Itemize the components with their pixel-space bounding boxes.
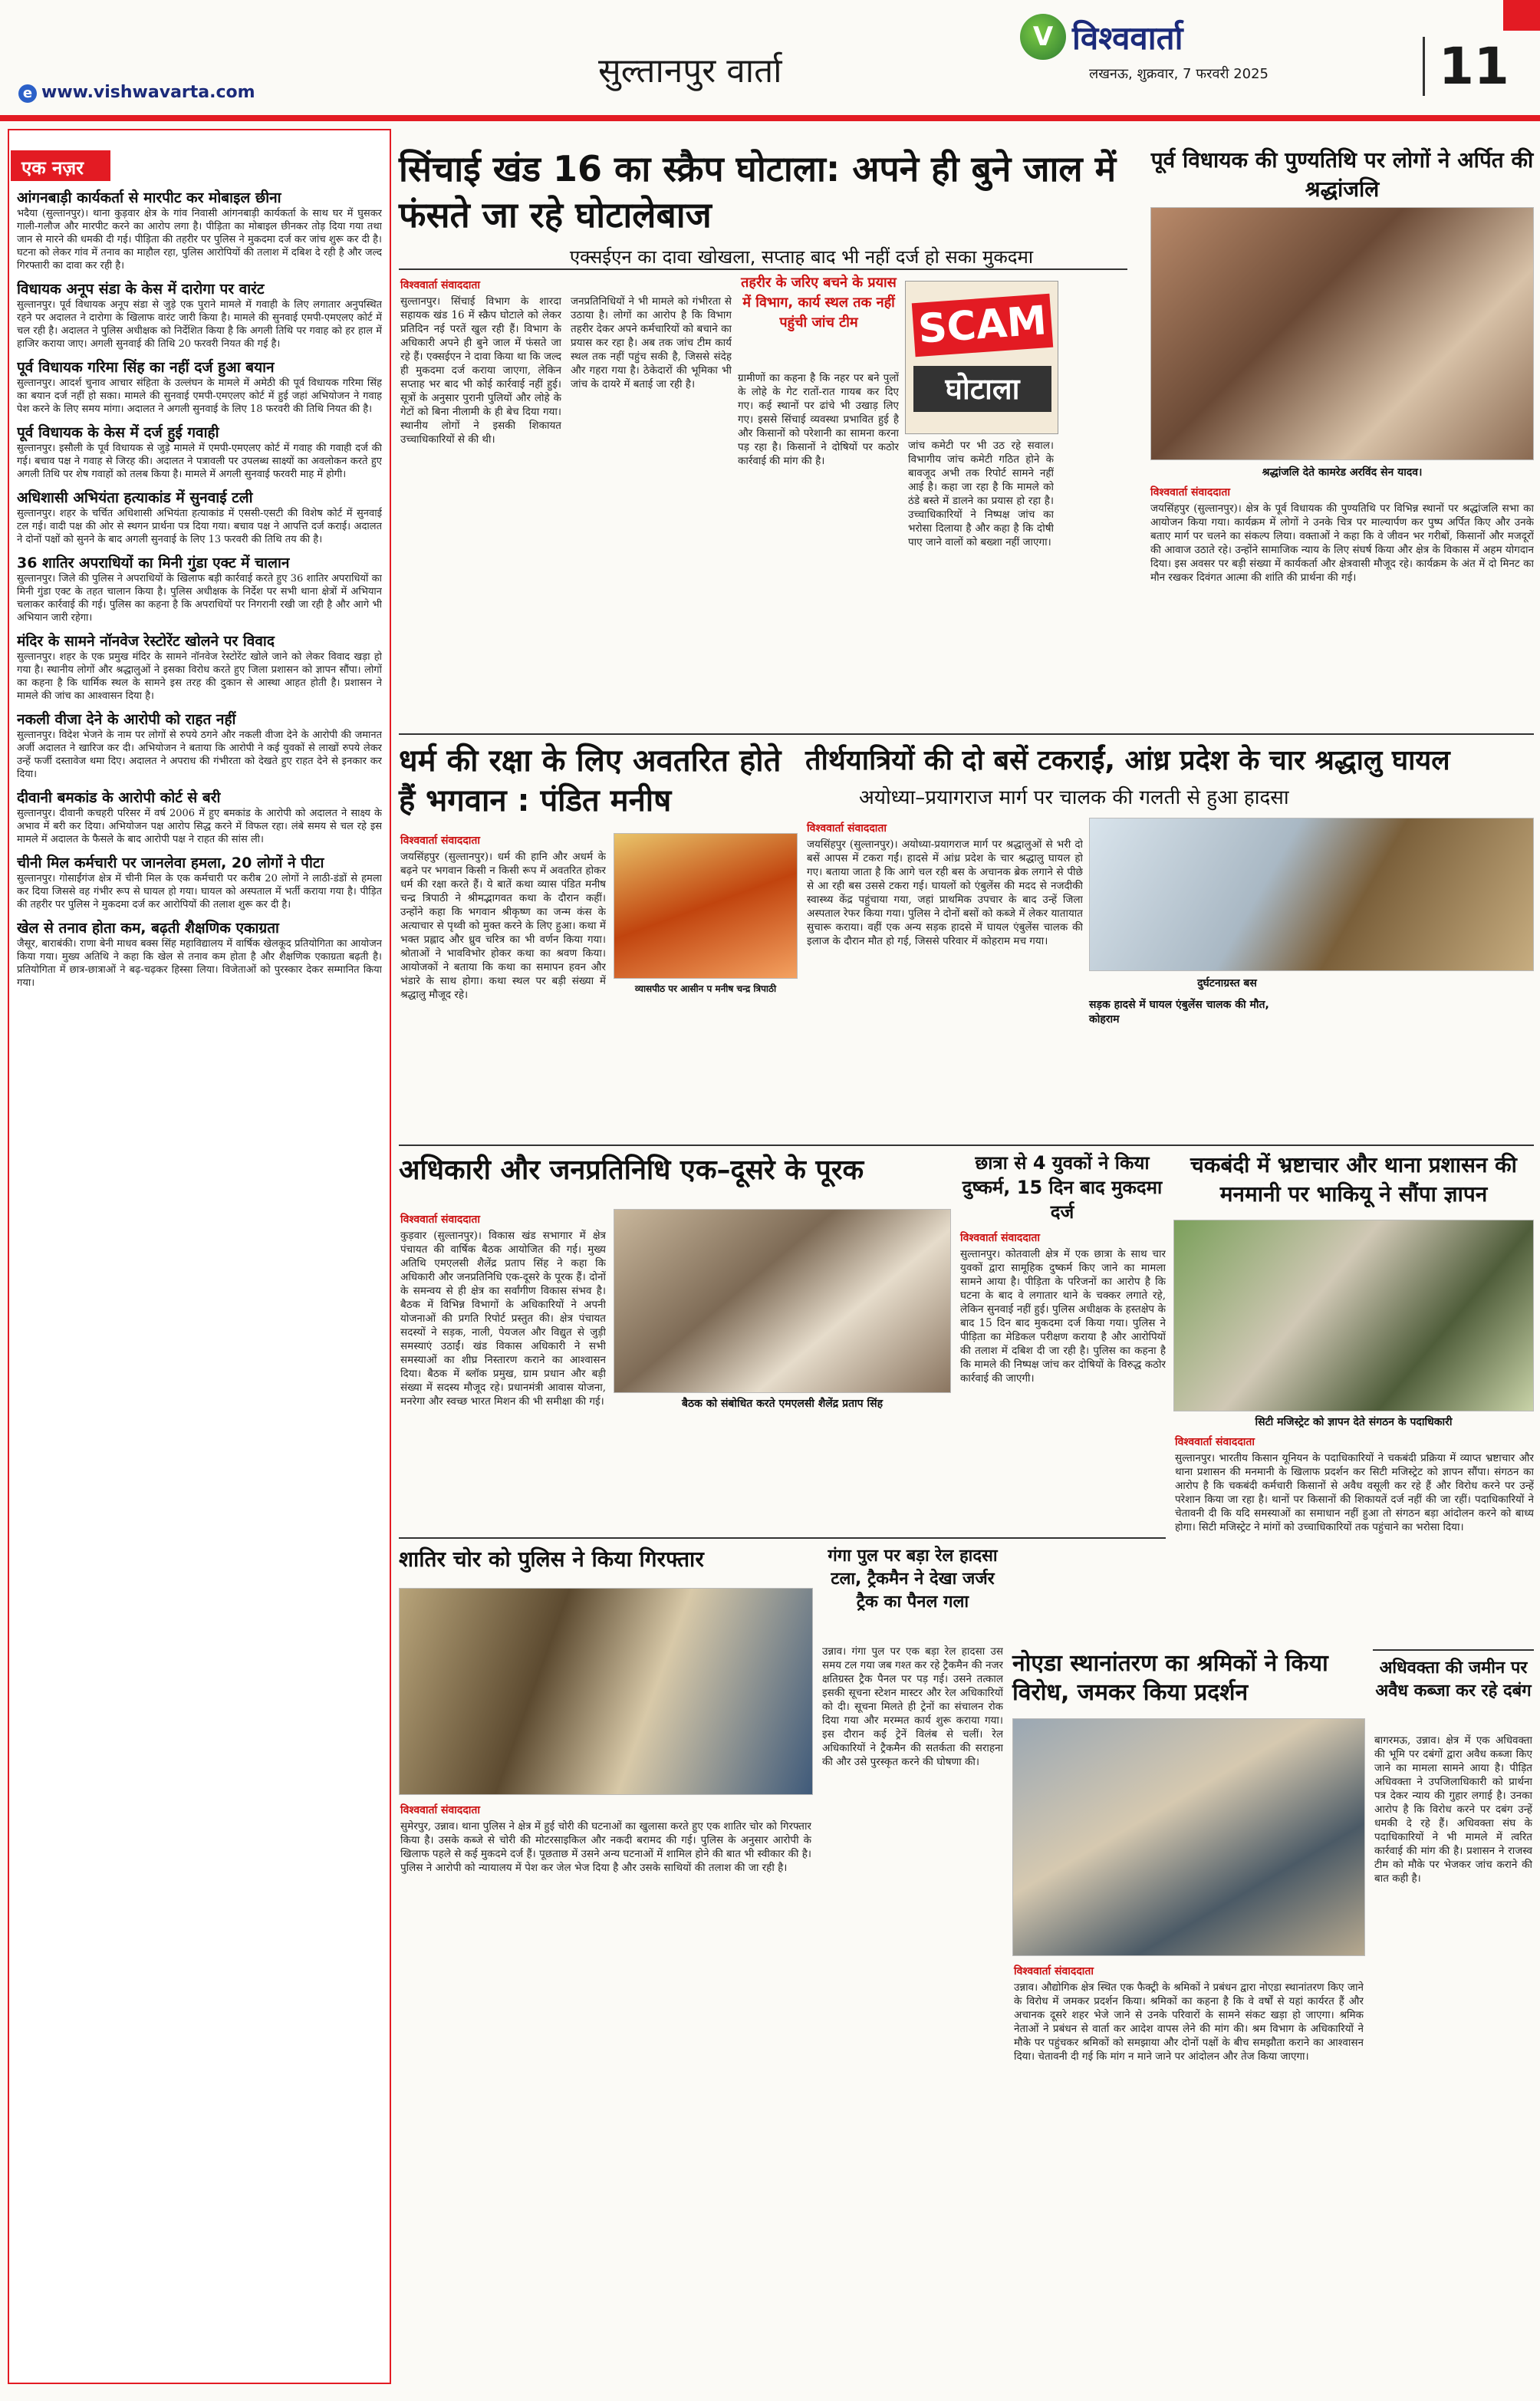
tribute-headline: पूर्व विधायक की पुण्यतिथि पर लोगों ने अर्पित की श्रद्धांजलि	[1150, 147, 1534, 202]
lead-subheadline: एक्सईएन का दावा खोखला, सप्ताह बाद भी नहीं दर्ज हो सका मुकदमा	[569, 246, 1034, 268]
left-item-body: सुल्तानपुर। आदर्श चुनाव आचार संहिता के उल्लंघन के मामले में अमेठी की पूर्व विधायक गरिमा सिंह का बयान दर्ज नहीं हो सका। मामले की सुनवाई एमपी-एमएलए कोर्ट में हुई जहां अभियोजन ने गवाह पेश करने के लिए समय मांगा। अदालत ने अगली सुनवाई के लिए 18 फरवरी की तिथि नियत की है।	[17, 377, 382, 415]
left-item-body: सुल्तानपुर। दीवानी कचहरी परिसर में वर्ष 2006 में हुए बमकांड के आरोपी को अदालत ने साक्ष्य के अभाव में बरी कर दिया। अभियोजन पक्ष आरोप सिद्ध करने में विफल रहा। लंबे समय से चल रहे इस मामले में अदालत के फैसले के बाद आरोपी पक्ष ने राहत की सांस ली।	[17, 808, 382, 845]
left-item-body: सुल्तानपुर। विदेश भेजने के नाम पर लोगों से रुपये ठगने और नकली वीजा देने के आरोपी की जमानत अर्जी अदालत ने खारिज कर दी। अभियोजन ने बताया कि आरोपी ने कई युवकों से लाखों रुपये लेकर उन्हें फर्जी दस्तावेज थमा दिए। अदालत ने अपराध की गंभीरता को देखते हुए राहत देने से इनकार कर दिया।	[17, 730, 382, 780]
left-item-body: सुल्तानपुर। इसौली के पूर्व विधायक से जुड़े मामले में एमपी-एमएलए कोर्ट में गवाह की गवाही दर्ज की गई। बचाव पक्ष ने गवाह से जिरह की। अदालत ने पत्रावली पर उपलब्ध साक्ष्यों का अवलोकन करते हुए अगली तिथि पर शेष गवाहों को तलब किया है। मामले में अगली सुनवाई फरवरी माह में होगी।	[17, 443, 382, 480]
bus-byline: विश्ववार्ता संवाददाता	[807, 822, 887, 835]
lead-headline: सिंचाई खंड 16 का स्क्रैप घोटाला: अपने ही बुने जाल में फंसते जा रहे घोटालेबाज	[399, 148, 1117, 235]
left-item-title: 36 शातिर अपराधियों का मिनी गुंडा एक्ट में चालान	[17, 555, 290, 571]
lead-body-col2: जनप्रतिनिधियों ने भी मामले को गंभीरता से उठाया है। लोगों का आरोप है कि विभाग तहरीर देकर अपने कर्मचारियों को बचाने का प्रयास कर रहा है। अब तक जांच टीम कार्य स्थल तक नहीं पहुंच सकी है, जिससे संदेह और गहरा गया है। ठेकेदारों की भूमिका भी जांच के दायरे में बताई जा रही है।	[571, 295, 732, 390]
section-rule-1	[399, 733, 1534, 735]
section-rule-3	[399, 1537, 1166, 1539]
left-item-body: भदैया (सुल्तानपुर)। थाना कुड़वार क्षेत्र के गांव निवासी आंगनबाड़ी कार्यकर्ता के साथ घर में घुसकर गाली-गलौज और मारपीट करने का आरोप लगा है। पीड़िता का मोबाइल छीनकर तोड़ दिया गया तथा जान से मारने की धमकी दी गई। पीड़िता की तहरीर पर पुलिस ने मुकदमा दर्ज कर जांच शुरू कर दी है। घटना को लेकर गांव में तनाव का माहौल रहा, पुलिस आरोपियों की तलाश में दबिश दे रही है और जल्द गिरफ्तारी का दावा कर रही है।	[17, 208, 382, 272]
left-item-body: सुल्तानपुर। जिले की पुलिस ने अपराधियों के खिलाफ बड़ी कार्रवाई करते हुए 36 शातिर अपराधियों का मिनी गुंडा एक्ट के तहत चालान किया है। पुलिस अधीक्षक के निर्देश पर सभी थाना क्षेत्रों में अभियान चलाकर कार्रवाई की गई। पुलिस का कहना है कि अपराधियों पर निगरानी रखी जा रही है और आगे भी अभियान जारी रहेगा।	[17, 573, 382, 624]
noida-headline: नोएडा स्थानांतरण का श्रमिकों ने किया विरोध, जमकर किया प्रदर्शन	[1012, 1650, 1328, 1706]
ganga-headline: गंगा पुल पर बड़ा रेल हादसा टला, ट्रैकमैन ने देखा जर्जर ट्रैक का पैनल गला	[828, 1546, 998, 1612]
thief-byline: विश्ववार्ता संवाददाता	[400, 1804, 481, 1816]
scam-graphic	[905, 281, 1058, 434]
bus-headline: तीर्थयात्रियों की दो बसें टकराईं, आंध्र प्रदेश के चार श्रद्धालु घायल	[805, 745, 1450, 776]
ganga-body: उन्नाव। गंगा पुल पर एक बड़ा रेल हादसा उस समय टल गया जब गश्त कर रहे ट्रैकमैन की नजर क्षतिग्रस्त ट्रैक पैनल पर पड़ गई। उसने तत्काल इसकी सूचना स्टेशन मास्टर और रेल अधिकारियों को दी। सूचना मिलते ही ट्रेनों का संचालन रोक दिया गया और मरम्मत कार्य शुरू कराया गया। इस दौरान कई ट्रेनें विलंब से चलीं। रेल अधिकारियों ने ट्रैकमैन की सतर्कता की सराहना की और उसे पुरस्कृत करने की घोषणा की।	[822, 1645, 1003, 1768]
officer-body: कुड़वार (सुल्तानपुर)। विकास खंड सभागार में क्षेत्र पंचायत की वार्षिक बैठक आयोजित की गई। मुख्य अतिथि एमएलसी शैलेंद्र प्रताप सिंह ने कहा कि अधिकारी और जनप्रतिनिधि एक-दूसरे के पूरक हैं। दोनों के समन्वय से ही क्षेत्र का सर्वांगीण विकास संभव है। बैठक में विभिन्न विभागों के अधिकारियों ने अपनी योजनाओं की प्रगति रिपोर्ट प्रस्तुत की। क्षेत्र पंचायत सदस्यों ने सड़क, नाली, पेयजल और विद्युत से जुड़ी समस्याएं उठाईं। खंड विकास अधिकारी ने सभी समस्याओं का शीघ्र निस्तारण कराने का आश्वासन दिया। बैठक में ब्लॉक प्रमुख, ग्राम प्रधान और बड़ी संख्या में सदस्य मौजूद रहे। प्रधानमंत्री आवास योजना, मनरेगा और स्वच्छ भारत मिशन की भी समीक्षा की गई।	[400, 1230, 606, 1408]
left-item-title: विधायक अनूप संडा के केस में दारोगा पर वारंट	[17, 281, 265, 298]
encroach-body: बागरमऊ, उन्नाव। क्षेत्र में एक अधिवक्ता की भूमि पर दबंगों द्वारा अवैध कब्जा किए जाने का मामला सामने आया है। पीड़ित अधिवक्ता ने उपजिलाधिकारी को प्रार्थना पत्र देकर न्याय की गुहार लगाई है। उनका आरोप है कि विरोध करने पर दबंग उन्हें धमकी दे रहे हैं। अधिवक्ता संघ के पदाधिकारियों ने भी मामले में त्वरित कार्रवाई की मांग की है। प्रशासन ने राजस्व टीम को मौके पर भेजकर जांच कराने की बात कही है।	[1374, 1734, 1532, 1885]
website-link[interactable]	[18, 83, 255, 103]
rape-byline: विश्ववार्ता संवाददाता	[960, 1232, 1041, 1244]
tribute-body: जयसिंहपुर (सुल्तानपुर)। क्षेत्र के पूर्व विधायक की पुण्यतिथि पर विभिन्न स्थानों पर श्रद्धांजलि सभा का आयोजन किया गया। कार्यक्रम में लोगों ने उनके चित्र पर माल्यार्पण कर पुष्प अर्पित किए और उनके बताए मार्ग पर चलने का संकल्प लिया। वक्ताओं ने कहा कि वे जीवन भर गरीबों, किसानों और मजदूरों की आवाज उठाते रहे। उन्होंने सामाजिक न्याय के लिए संघर्ष किया और क्षेत्र के विकास में अहम योगदान दिया। इस अवसर पर बड़ी संख्या में कार्यकर्ता और क्षेत्रवासी मौजूद रहे। कार्यक्रम के अंत में दो मिनट का मौन रखकर दिवंगत आत्मा की शांति की प्रार्थना की गई।	[1150, 502, 1534, 584]
chakbandi-headline: चकबंदी में भ्रष्टाचार और थाना प्रशासन की मनमानी पर भाकियू ने सौंपा ज्ञापन	[1190, 1152, 1517, 1207]
left-item-title: पूर्व विधायक गरिमा सिंह का नहीं दर्ज हुआ बयान	[17, 359, 275, 376]
bus-photo	[1089, 818, 1534, 971]
left-column-label: एक नज़र	[11, 150, 110, 181]
left-item-title: दीवानी बमकांड के आरोपी कोर्ट से बरी	[17, 789, 221, 806]
corner-mark	[1503, 0, 1540, 31]
chakbandi-photo	[1173, 1220, 1534, 1411]
left-item-body: जैसूर, बाराबंकी। राणा बेनी माधव बक्स सिंह महाविद्यालय में वार्षिक खेलकूद प्रतियोगिता का आयोजन किया गया। मुख्य अतिथि ने कहा कि खेल से तनाव कम होता है और शैक्षणिक एकाग्रता बढ़ती है। प्रतियोगिता में छात्र-छात्राओं ने बढ़-चढ़कर हिस्सा लिया। विजेताओं को पुरस्कार देकर सम्मानित किया गया।	[17, 938, 382, 989]
tribute-photo	[1150, 207, 1534, 460]
left-item-body: सुल्तानपुर। पूर्व विधायक अनूप संडा से जुड़े एक पुराने मामले में गवाही के लिए लगातार अनुपस्थित रहने पर अदालत ने दारोगा के खिलाफ वारंट जारी किया है। मामले की सुनवाई एमपी-एमएलए कोर्ट में चल रही है। अदालत ने पुलिस अधीक्षक को निर्देशित किया है कि अगली तिथि पर गवाह को हर हाल में हाजिर कराया जाए। अगली सुनवाई की तिथि 20 फरवरी नियत की गई है।	[17, 299, 382, 350]
website-text: www.vishwavarta.com	[41, 83, 255, 102]
logo-text: विश्ववार्ता	[1072, 18, 1183, 57]
bus-caption: दुर्घटनाग्रस्त बस	[1197, 977, 1257, 990]
tribute-byline: विश्ववार्ता संवाददाता	[1150, 486, 1231, 499]
chakbandi-byline: विश्ववार्ता संवाददाता	[1175, 1436, 1255, 1448]
left-item-title: अधिशासी अभियंता हत्याकांड में सुनवाई टली	[17, 489, 253, 506]
officer-byline: विश्ववार्ता संवाददाता	[400, 1214, 481, 1226]
left-item-title: आंगनबाड़ी कार्यकर्ता से मारपीट कर मोबाइल छीना	[17, 189, 281, 206]
dharma-headline: धर्म की रक्षा के लिए अवतरित होते हैं भगवान : पंडित मनीष	[399, 743, 782, 818]
rape-body: सुल्तानपुर। कोतवाली क्षेत्र में एक छात्रा के साथ चार युवकों द्वारा सामूहिक दुष्कर्म किए जाने का मामला सामने आया है। पीड़िता के परिजनों का आरोप है कि घटना के बाद वे लगातार थाने के चक्कर लगाते रहे, लेकिन सुनवाई नहीं हुई। पुलिस अधीक्षक के हस्तक्षेप के बाद 15 दिन बाद मुकदमा दर्ज किया गया। पुलिस ने पीड़िता का मेडिकल परीक्षण कराया है और आरोपियों की तलाश में दबिश दी जा रही है। पुलिस का कहना है कि मामले की निष्पक्ष जांच कर दोषियों के विरुद्ध कठोर कार्रवाई की जाएगी।	[960, 1248, 1166, 1385]
lead-byline: विश्ववार्ता संवाददाता	[400, 279, 481, 291]
dharma-caption: व्यासपीठ पर आसीन प मनीष चन्द्र त्रिपाठी	[634, 983, 777, 994]
dateline: लखनऊ, शुक्रवार, 7 फरवरी 2025	[1089, 66, 1269, 82]
bus-inset-head: सड़क हादसे में घायल एंबुलेंस चालक की मौत,	[1089, 999, 1269, 1011]
bus-inset	[1089, 997, 1319, 1026]
officer-photo	[614, 1209, 951, 1393]
chakbandi-caption: सिटी मजिस्ट्रेट को ज्ञापन देते संगठन के पदाधिकारी	[1255, 1416, 1453, 1428]
tribute-caption: श्रद्धांजलि देते कामरेड अरविंद सेन यादव।	[1262, 466, 1423, 479]
lead-pull-quote: तहरीर के जरिए बचने के प्रयास में विभाग, कार्य स्थल तक नहीं पहुंची जांच टीम	[741, 275, 897, 331]
dharma-byline: विश्ववार्ता संवाददाता	[400, 835, 481, 847]
officer-headline: अधिकारी और जनप्रतिनिधि एक–दूसरे के पूरक	[399, 1154, 864, 1186]
left-item-body: सुल्तानपुर। शहर के चर्चित अधिशासी अभियंता हत्याकांड में एससी-एसटी की विशेष कोर्ट में सुनवाई टल गई। वादी पक्ष की ओर से स्थगन प्रार्थना पत्र दिया गया। बचाव पक्ष ने आपत्ति दर्ज कराई। अदालत ने दोनों पक्षों को सुनने के बाद अगली सुनवाई के लिए 13 फरवरी की तिथि तय की है।	[17, 508, 382, 545]
left-column-items	[17, 189, 382, 2375]
section-rule-2	[399, 1145, 1534, 1146]
left-item-title: पूर्व विधायक के केस में दर्ज हुई गवाही	[17, 424, 219, 441]
noida-byline: विश्ववार्ता संवाददाता	[1014, 1965, 1094, 1978]
thief-body: सुमेरपुर, उन्नाव। थाना पुलिस ने क्षेत्र में हुई चोरी की घटनाओं का खुलासा करते हुए एक शातिर चोर को गिरफ्तार किया है। उसके कब्जे से चोरी की मोटरसाइकिल और नकदी बरामद की गई। पुलिस के अनुसार आरोपी के खिलाफ पहले से कई मुकदमे दर्ज हैं। पूछताछ में उसने अन्य घटनाओं में शामिल होने की बात भी स्वीकार की है। पुलिस ने आरोपी को न्यायालय में पेश कर जेल भेज दिया है और उसके साथियों की तलाश की जा रही है।	[400, 1820, 811, 1874]
section-title: सुल्तानपुर वार्ता	[598, 51, 782, 91]
lead-body-col4: जांच कमेटी पर भी उठ रहे सवाल। विभागीय जांच कमेटी गठित होने के बावजूद अभी तक रिपोर्ट सामने नहीं आई है। कहा जा रहा है कि मामले को ठंडे बस्ते में डालने का प्रयास हो रहा है। उच्चाधिकारियों ने निष्पक्ष जांच का भरोसा दिलाया है और कहा है कि दोषी पाए जाने वालों को बख्शा नहीं जाएगा।	[908, 440, 1054, 548]
noida-body: उन्नाव। औद्योगिक क्षेत्र स्थित एक फैक्ट्री के श्रमिकों ने प्रबंधन द्वारा नोएडा स्थानांतरण किए जाने के विरोध में जमकर प्रदर्शन किया। श्रमिकों का कहना है कि वे वर्षों से यहां कार्यरत हैं और अचानक दूसरे शहर भेजे जाने से उनके परिवारों के सामने संकट खड़ा हो जाएगा। श्रमिक नेताओं ने प्रबंधन से वार्ता कर आदेश वापस लेने की मांग की। श्रम विभाग के अधिकारियों ने मौके पर पहुंचकर श्रमिकों को समझाया और दोनों पक्षों के बीच समझौता कराने का आश्वासन दिया। चेतावनी दी गई कि मांग न माने जाने पर आंदोलन और तेज किया जाएगा।	[1014, 1981, 1364, 2063]
page-number: 11	[1423, 37, 1509, 96]
browser-icon: e	[18, 84, 37, 103]
logo	[1020, 14, 1183, 60]
lead-rule	[399, 268, 1127, 270]
scam-word: SCAM	[912, 294, 1053, 357]
scam-hindi: घोटाला	[913, 366, 1051, 412]
lead-body-col3: ग्रामीणों का कहना है कि नहर पर बने पुलों के लोहे के गेट रातों-रात गायब कर दिए गए। कई स्थानों पर ढांचे भी उखाड़ लिए गए। इससे सिंचाई व्यवस्था प्रभावित हुई है और किसानों को परेशानी का सामना करना पड़ रहा है। किसानों ने दोषियों पर कठोर कार्रवाई की मांग की है।	[738, 372, 899, 467]
left-item-title: नकली वीजा देने के आरोपी को राहत नहीं	[17, 711, 236, 728]
header-rule	[0, 115, 1540, 121]
dharma-photo	[614, 833, 798, 979]
bus-subheadline: अयोध्या–प्रयागराज मार्ग पर चालक की गलती से हुआ हादसा	[859, 786, 1289, 809]
left-item-body: सुल्तानपुर। शहर के एक प्रमुख मंदिर के सामने नॉनवेज रेस्टोरेंट खोले जाने को लेकर विवाद खड़ा हो गया है। स्थानीय लोगों और श्रद्धालुओं ने इसका विरोध करते हुए जिला प्रशासन को ज्ञापन सौंपा। लोगों का कहना है कि धार्मिक स्थल के सामने इस तरह की दुकान से आस्था आहत होती है। प्रशासन ने मामले की जांच का आश्वासन दिया है।	[17, 651, 382, 702]
bus-inset-place: कोहराम	[1089, 1013, 1120, 1026]
bus-body: जयसिंहपुर (सुल्तानपुर)। अयोध्या-प्रयागराज मार्ग पर श्रद्धालुओं से भरी दो बसें आपस में टकरा गईं। हादसे में आंध्र प्रदेश के चार श्रद्धालु घायल हो गए। बताया जाता है कि आगे चल रही बस के अचानक ब्रेक लगाने से पीछे से आ रही बस उससे टकरा गई। घायलों को एंबुलेंस की मदद से नजदीकी स्वास्थ्य केंद्र पहुंचाया गया, जहां प्राथमिक उपचार के बाद उन्हें जिला अस्पताल रेफर किया गया। पुलिस ने दोनों बसों को कब्जे में लेकर यातायात सुचारू कराया। वहीं एक अन्य सड़क हादसे में घायल एंबुलेंस चालक की इलाज के दौरान मौत हो गई, जिससे परिवार में कोहराम मच गया।	[807, 838, 1083, 947]
chakbandi-body: सुल्तानपुर। भारतीय किसान यूनियन के पदाधिकारियों ने चकबंदी प्रक्रिया में व्याप्त भ्रष्टाचार और थाना प्रशासन की मनमानी के खिलाफ प्रदर्शन कर सिटी मजिस्ट्रेट को ज्ञापन सौंपा। संगठन का आरोप है कि चकबंदी कर्मचारी किसानों से अवैध वसूली कर रहे हैं और विरोध करने पर उन्हें परेशान किया जा रहा है। थानों पर किसानों की शिकायतें दर्ज नहीं की जा रहीं। पदाधिकारियों ने चेतावनी दी कि यदि समस्याओं का समाधान नहीं हुआ तो संगठन बड़ा आंदोलन करने को बाध्य होगा। सिटी मजिस्ट्रेट ने मांगों को उच्चाधिकारियों तक पहुंचाने का भरोसा दिया।	[1175, 1452, 1534, 1533]
thief-photo	[399, 1588, 813, 1795]
logo-mark-icon: V	[1020, 14, 1066, 60]
noida-photo	[1012, 1718, 1365, 1956]
left-item-title: चीनी मिल कर्मचारी पर जानलेवा हमला, 20 लोगों ने पीटा	[17, 855, 324, 871]
encroach-rule	[1373, 1649, 1534, 1651]
rape-headline: छात्रा से 4 युवकों ने किया दुष्कर्म, 15 दिन बाद मुकदमा दर्ज	[962, 1152, 1163, 1223]
encroach-headline: अधिवक्ता की जमीन पर अवैध कब्जा कर रहे दबंग	[1375, 1658, 1532, 1701]
left-item-title: मंदिर के सामने नॉनवेज रेस्टोरेंट खोलने पर विवाद	[17, 633, 275, 650]
officer-caption: बैठक को संबोधित करते एमएलसी शैलेंद्र प्रताप सिंह	[681, 1398, 884, 1410]
dharma-body: जयसिंहपुर (सुल्तानपुर)। धर्म की हानि और अधर्म के बढ़ने पर भगवान किसी न किसी रूप में अवतरित होकर धर्म की रक्षा करते हैं। ये बातें कथा व्यास पंडित मनीष चन्द्र त्रिपाठी ने श्रीमद्भागवत कथा के दौरान कहीं। उन्होंने कहा कि भगवान श्रीकृष्ण का जन्म कंस के अत्याचार से पृथ्वी को मुक्त करने के लिए हुआ। कथा में भक्त प्रह्लाद और ध्रुव चरित्र का भी वर्णन किया गया। श्रोताओं ने भावविभोर होकर कथा का श्रवण किया। आयोजकों ने बताया कि कथा का समापन हवन और भंडारे के साथ होगा। कथा स्थल पर बड़ी संख्या में श्रद्धालु मौजूद रहे।	[400, 851, 606, 1001]
thief-headline: शातिर चोर को पुलिस ने किया गिरफ्तार	[399, 1546, 704, 1572]
left-item-body: सुल्तानपुर। गोसाईंगंज क्षेत्र में चीनी मिल के एक कर्मचारी पर करीब 20 लोगों ने लाठी-डंडों से हमला कर दिया जिससे वह गंभीर रूप से घायल हो गया। घायल को अस्पताल में भर्ती कराया गया है। पीड़ित की तहरीर पर पुलिस ने मुकदमा दर्ज कर आरोपियों की तलाश शुरू कर दी है।	[17, 873, 382, 911]
left-item-title: खेल से तनाव होता कम, बढ़ती शैक्षणिक एकाग्रता	[17, 920, 279, 937]
lead-body-col1: सुल्तानपुर। सिंचाई विभाग के शारदा सहायक खंड 16 में स्क्रैप घोटाले को लेकर प्रतिदिन नई परतें खुल रही हैं। विभाग के अधिकारी अपने ही बुने जाल में फंसते जा रहे हैं। एक्सईएन ने दावा किया था कि जल्द ही मुकदमा दर्ज कराया जाएगा, लेकिन सप्ताह भर बाद भी कोई कार्रवाई नहीं हुई। सूत्रों के अनुसार पुरानी पुलियों और लोहे के गेटों को बिना नीलामी के ही बेच दिया गया। स्थानीय लोगों ने इसकी शिकायत उच्चाधिकारियों से की थी।	[400, 295, 561, 446]
